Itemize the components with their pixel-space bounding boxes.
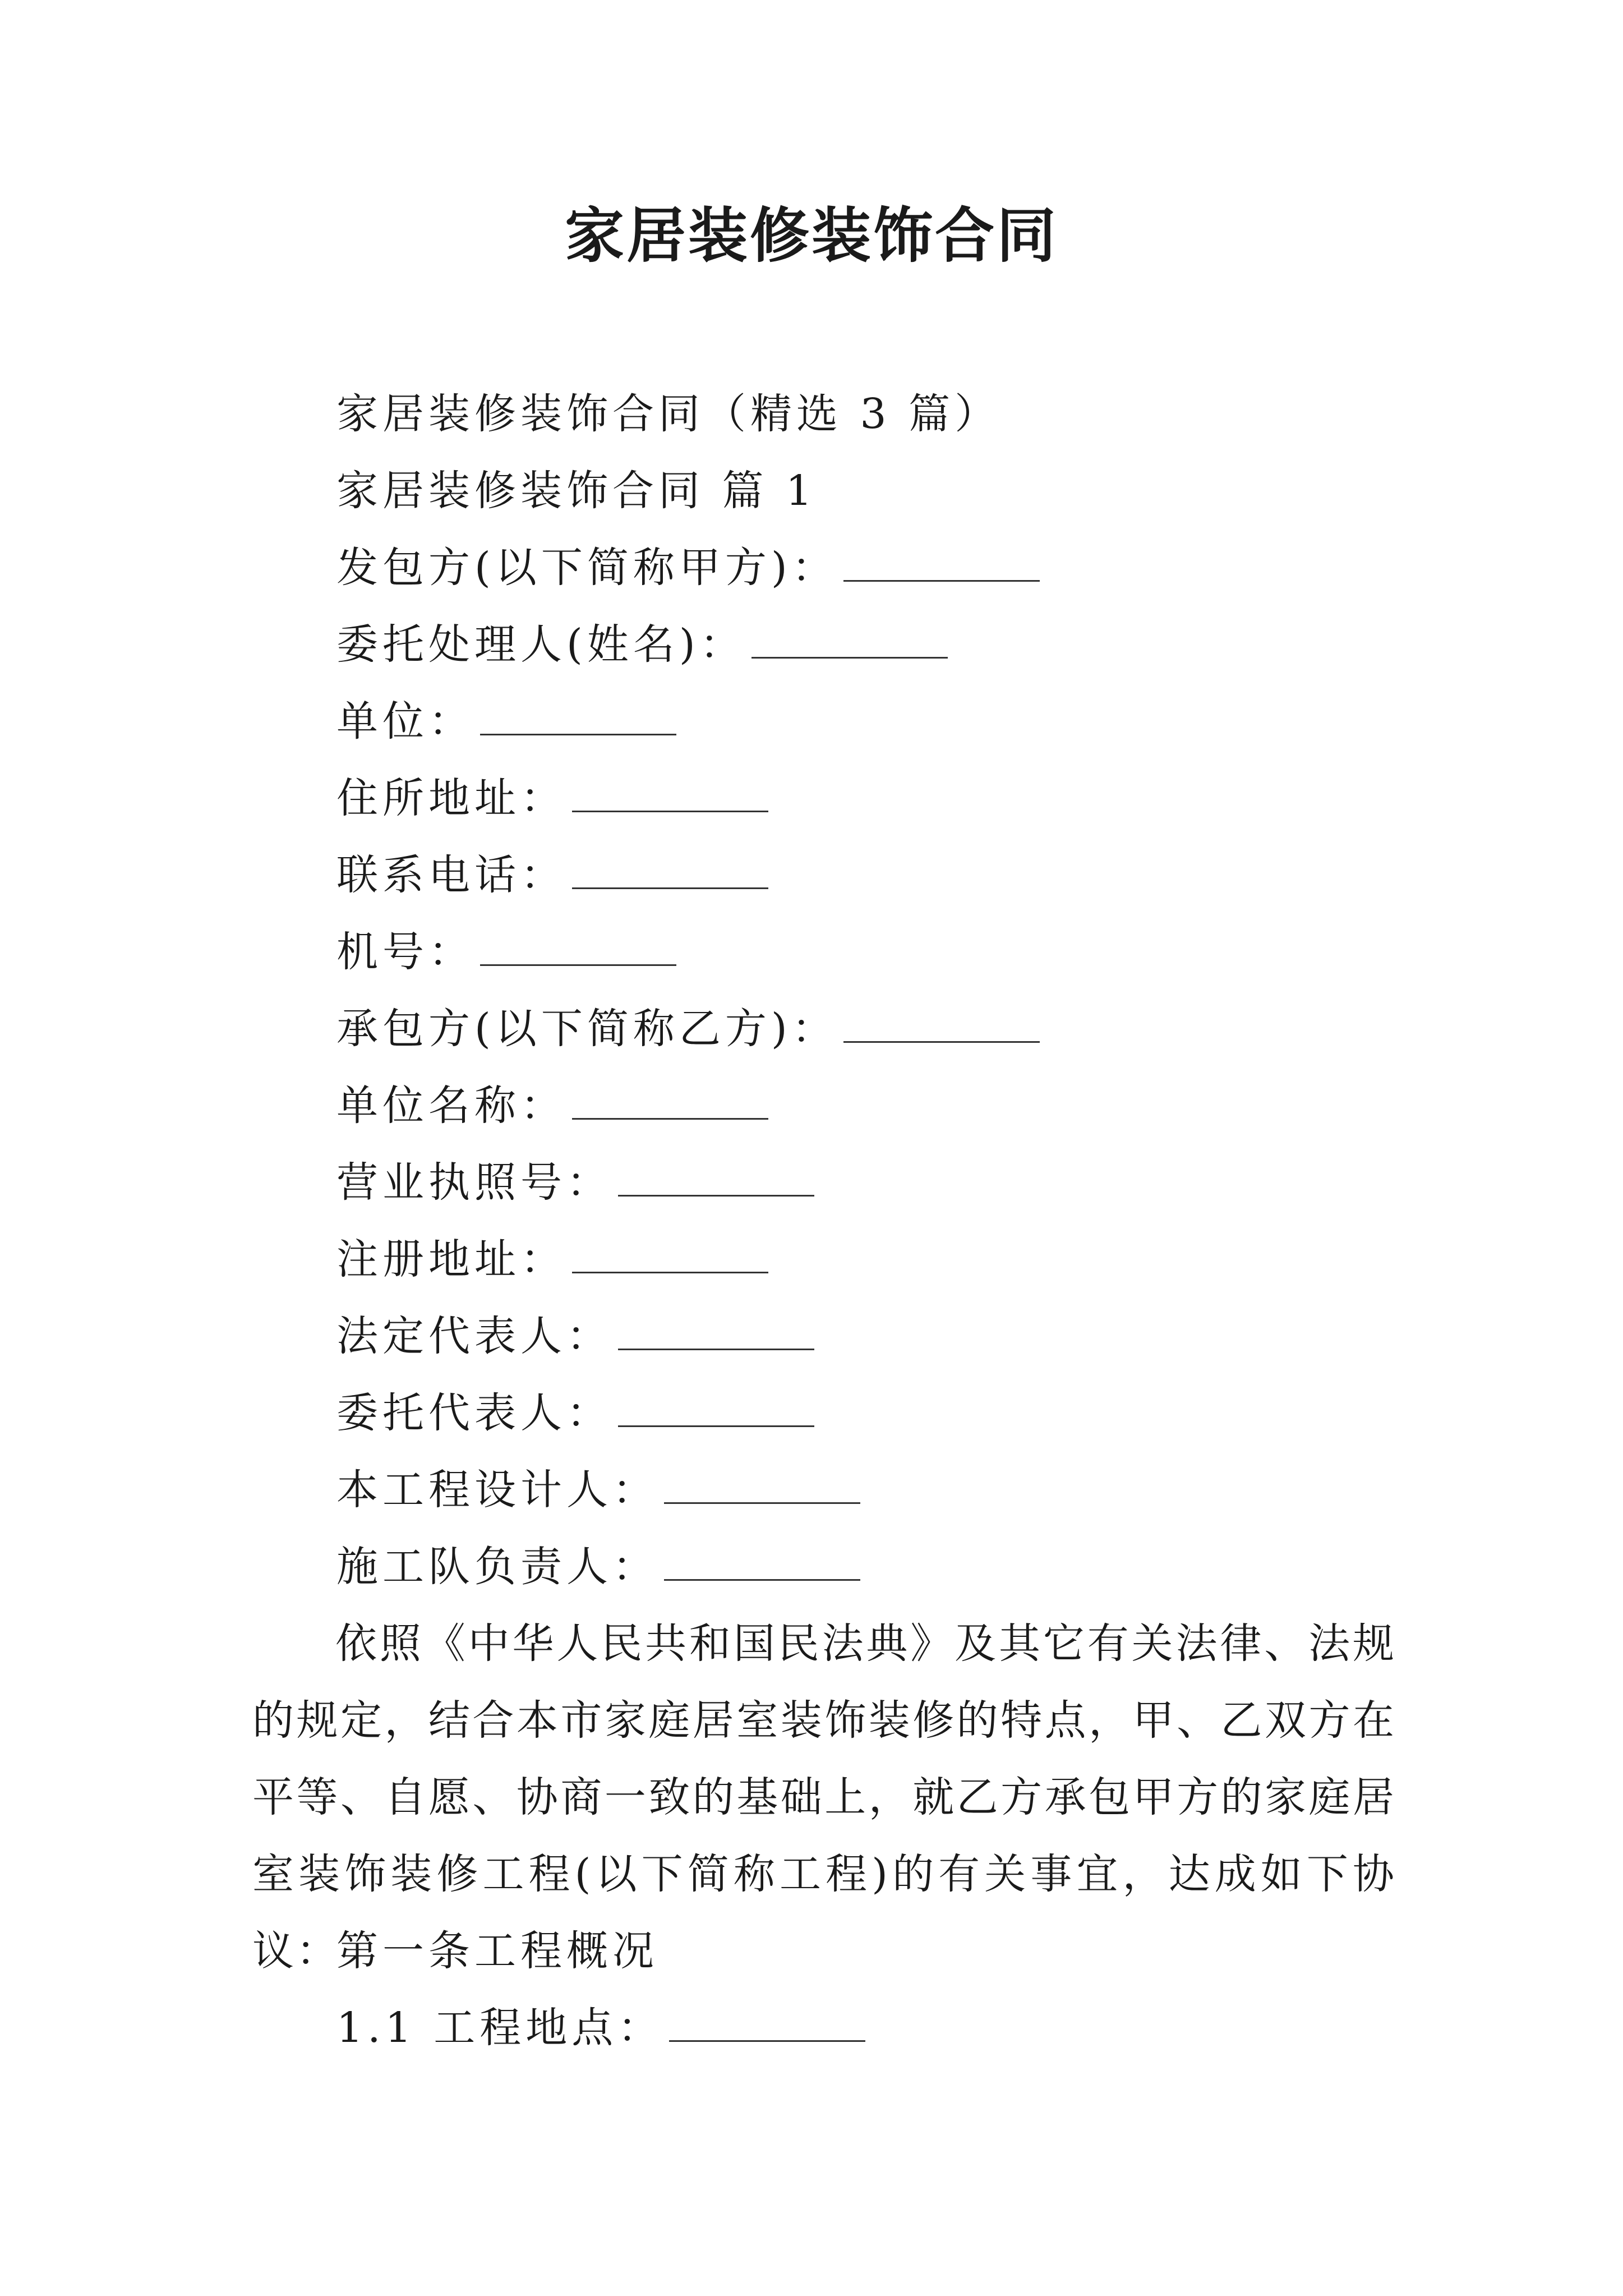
field-designer [336,1452,1458,1529]
fill-blank [669,2007,865,2042]
fill-blank [843,1007,1040,1043]
field-label: 法定代表人： [336,1312,612,1360]
field-label: 承包方(以下简称乙方)： [336,1005,838,1053]
section-heading: 家居装修装饰合同 篇 1 [336,467,817,515]
field-license-number [336,1144,1458,1221]
fill-blank [572,854,768,889]
field-label: 本工程设计人： [336,1466,658,1514]
fill-blank [664,1469,860,1504]
field-label: 联系电话： [336,851,566,899]
field-label: 单位： [336,697,474,746]
fill-blank [751,623,948,659]
field-employer [336,530,1458,606]
field-construction-lead [336,1529,1458,1605]
fill-blank [480,700,676,735]
article-heading: 第一条工程概况 [336,1927,658,1975]
field-company-name [336,1068,1458,1144]
clause-location [336,1990,1458,2067]
field-agent [336,606,1458,683]
field-authorized-representative [336,1375,1458,1452]
fill-blank [618,1161,814,1197]
field-label: 1.1 工程地点： [336,2004,664,2052]
field-address [336,760,1458,837]
article-section [336,1913,1458,2067]
field-label: 住所地址： [336,774,566,822]
fill-blank [480,931,676,966]
field-label: 施工队负责人： [336,1543,658,1591]
field-label: 机号： [336,928,474,976]
header-lines [336,376,1458,1605]
field-registered-address [336,1221,1458,1298]
field-label: 发包方(以下简称甲方)： [336,544,838,592]
field-label: 委托处理人(姓名)： [336,620,746,669]
field-unit [336,683,1458,760]
field-label: 单位名称： [336,1082,566,1130]
fill-blank [664,1545,860,1581]
fill-blank [572,1238,768,1273]
field-label: 注册地址： [336,1235,566,1283]
fill-blank [618,1315,814,1350]
fill-blank [572,1084,768,1120]
fill-blank [843,546,1040,582]
preamble-paragraph: 依照《中华人民共和国民法典》及其它有关法律、法规的规定，结合本市家庭居室装饰装修的特点，甲、乙双方在平等、自愿、协商一致的基础上，就乙方承包甲方的家庭居室装饰装修工程(以下简称工程)的有关事宜，达成如下协议： [252,1619,1396,1975]
field-mobile [336,914,1458,991]
document-title: 家居装修装饰合同 [565,200,1058,270]
field-label: 委托代表人： [336,1389,612,1437]
fill-blank [618,1392,814,1427]
field-label: 营业执照号： [336,1158,612,1207]
subtitle: 家居装修装饰合同（精选 3 篇） [336,390,1001,438]
field-contractor [336,991,1458,1068]
fill-blank [572,777,768,812]
field-phone [336,837,1458,914]
field-legal-representative [336,1298,1458,1375]
